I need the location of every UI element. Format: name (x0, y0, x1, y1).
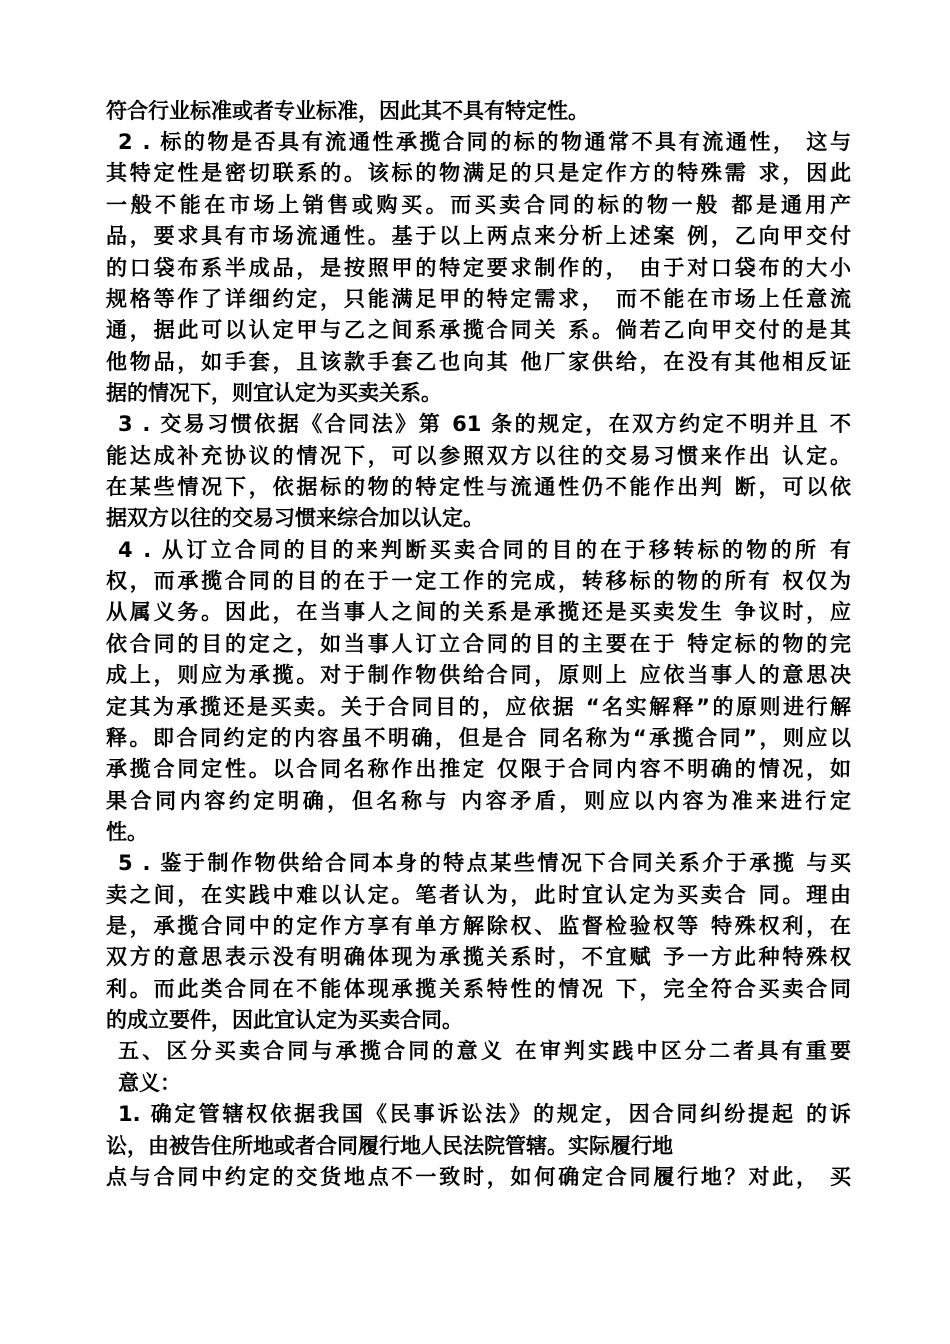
text-line: 卖之间，在实践中难以认定。笔者认为，此时宜认定为买卖合 同。理由 (106, 883, 851, 907)
text-line: 品，要求具有市场流通性。基于以上两点来分析上述案 例，乙向甲交付 (106, 224, 851, 248)
text-line: 定其为承揽还是买卖。关于合同目的，应依据 “名实解释”的原则进行解 (106, 695, 851, 719)
text-line: 2 . 标的物是否具有流通性承揽合同的标的物通常不具有流通性， 这与 (118, 130, 851, 154)
text-line: 讼，由被告住所地或者合同履行地人民法院管辖。实际履行地 (106, 1134, 673, 1158)
text-line: 承揽合同定性。以合同名称作出推定 仅限于合同内容不明确的情况，如 (106, 757, 851, 781)
text-line: 果合同内容约定明确，但名称与 内容矛盾，则应以内容为准来进行定 (106, 789, 851, 813)
section-heading: 五、区分买卖合同与承揽合同的意义 在审判实践中区分二者具有重要 (118, 1039, 851, 1063)
text-line: 其特定性是密切联系的。该标的物满足的只是定作方的特殊需 求，因此 (106, 161, 851, 185)
text-line: 通，据此可以认定甲与乙之间系承揽合同关 系。倘若乙向甲交付的是其 (106, 318, 851, 342)
text-line: 符合行业标准或者专业标准，因此其不具有特定性。 (106, 99, 589, 123)
text-line: 他物品，如手套，且该款手套乙也向其 他厂家供给，在没有其他相反证 (106, 350, 851, 374)
text-line: 权，而承揽合同的目的在于一定工作的完成，转移标的物的所有 权仅为 (106, 569, 851, 593)
text-line: 3 . 交易习惯依据《合同法》第 61 条的规定，在双方约定不明并且 不 (118, 412, 851, 436)
text-line: 双方的意思表示没有明确体现为承揽关系时，不宜赋 予一方此种特殊权 (106, 945, 851, 969)
text-line: 从属义务。因此，在当事人之间的关系是承揽还是买卖发生 争议时，应 (106, 600, 851, 624)
text-line: 规格等作了详细约定，只能满足甲的特定需求， 而不能在市场上任意流 (106, 287, 851, 311)
section-heading-continued: 意义： (118, 1071, 181, 1095)
text-line: 据双方以往的交易习惯来综合加以认定。 (106, 506, 484, 530)
text-line: 5 . 鉴于制作物供给合同本身的特点某些情况下合同关系介于承揽 与买 (118, 851, 851, 875)
text-line: 1. 确定管辖权依据我国《民事诉讼法》的规定，因合同纠纷提起 的诉 (118, 1102, 851, 1126)
text-line: 利。而此类合同在不能体现承揽关系特性的情况 下，完全符合买卖合同 (106, 977, 851, 1001)
text-line: 能达成补充协议的情况下，可以参照双方以往的交易习惯来作出 认定。 (106, 444, 851, 468)
text-line: 性。 (106, 820, 148, 844)
text-line: 4 . 从订立合同的目的来判断买卖合同的目的在于移转标的物的所 有 (118, 538, 851, 562)
text-line: 是，承揽合同中的定作方享有单方解除权、监督检验权等 特殊权利，在 (106, 914, 851, 938)
text-line: 成上，则应为承揽。对于制作物供给合同，原则上 应依当事人的意思决 (106, 663, 851, 687)
text-line: 的成立要件，因此宜认定为买卖合同。 (106, 1008, 463, 1032)
text-line: 释。即合同约定的内容虽不明确，但是合 同名称为“承揽合同”，则应以 (106, 726, 851, 750)
text-line: 据的情况下，则宜认定为买卖关系。 (106, 381, 442, 405)
text-line: 一般不能在市场上销售或购买。而买卖合同的标的物一般 都是通用产 (106, 193, 851, 217)
text-line: 依合同的目的定之，如当事人订立合同的目的主要在于 特定标的物的完 (106, 632, 851, 656)
text-line: 的口袋布系半成品，是按照甲的特定要求制作的， 由于对口袋布的大小 (106, 256, 851, 280)
text-line: 点与合同中约定的交货地点不一致时，如何确定合同履行地？对此， 买 (106, 1165, 851, 1189)
text-line: 在某些情况下，依据标的物的特定性与流通性仍不能作出判 断，可以依 (106, 475, 851, 499)
